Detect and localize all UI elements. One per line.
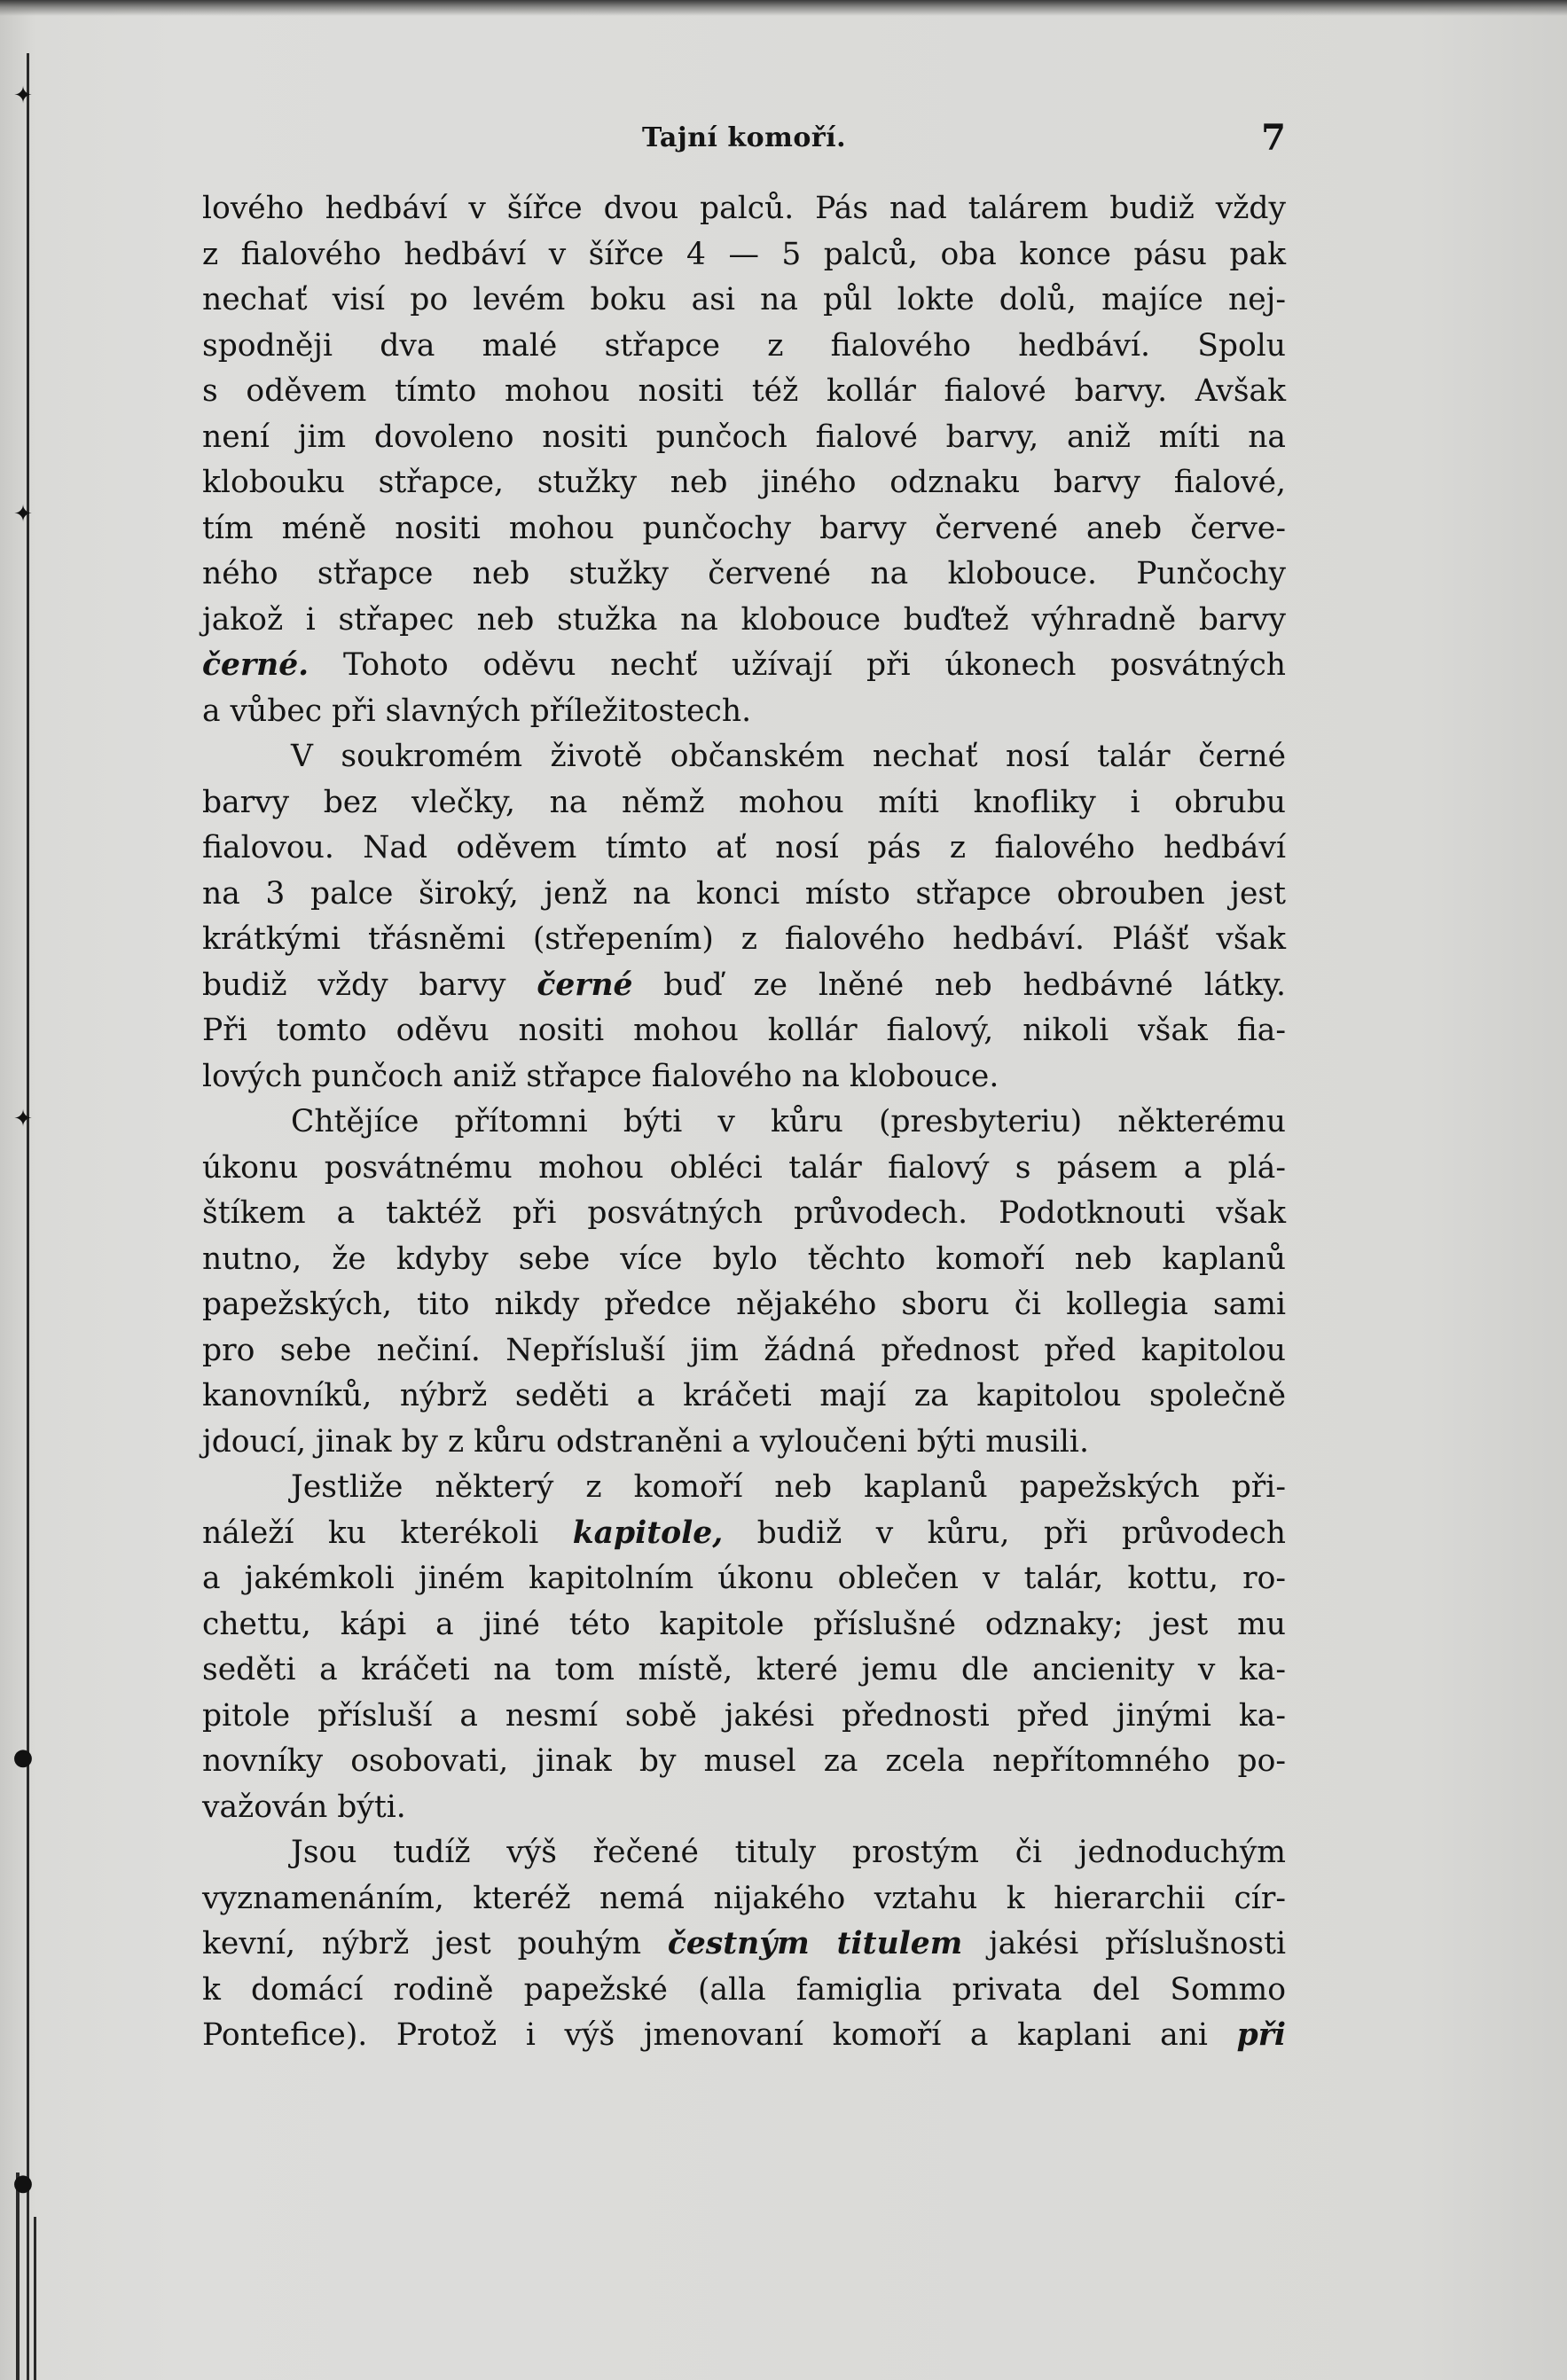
scan-top-edge (0, 0, 1567, 16)
text-line: spodněji dva malé střapce z fialového hedbáví. Spolu (202, 327, 1286, 364)
text-line: pro sebe nečiní. Nepřísluší jim žádná přednost před kapitolou (202, 1332, 1286, 1368)
text-line: a vůbec při slavných příležitostech. (202, 693, 752, 729)
binding-tack-icon: ● (12, 2170, 34, 2196)
binding-tack-icon: ✦ (13, 501, 33, 528)
text-line: Pontefice). Protož i výš jmenovaní komoří a kaplani ani při (202, 2017, 1286, 2053)
text-line: s oděvem tímto mohou nositi též kollár fialové barvy. Avšak (202, 373, 1286, 409)
binding-edge-line (16, 2173, 20, 2380)
text-line: tím méně nositi mohou punčochy barvy červené aneb červe- (202, 510, 1286, 546)
binding-tack-icon: ✦ (13, 1106, 33, 1132)
text-line: štíkem a taktéž při posvátných průvodech. Podotknouti však (202, 1195, 1286, 1231)
text-line: chettu, kápi a jiné této kapitole příslušné odznaky; jest mu (202, 1606, 1286, 1642)
emphasis: čestným titulem (667, 1926, 963, 1961)
text-line: budiž vždy barvy černé buď ze lněné neb hedbávné látky. (202, 967, 1287, 1003)
text-line: náleží ku kterékoli kapitole, budiž v kůru, při průvodech (202, 1515, 1286, 1551)
emphasis: kapitole, (572, 1515, 724, 1551)
text-line: novníky osobovati, jinak by musel za zcela nepřítomného po- (202, 1743, 1286, 1779)
text-line: nechať visí po levém boku asi na půl lokte dolů, majíce nej- (202, 282, 1286, 317)
text-line: černé. Tohoto oděvu nechť užívají při úkonech posvátných (202, 647, 1286, 683)
emphasis: při (1236, 2017, 1286, 2053)
page-header (202, 117, 1286, 167)
text-line: a jakémkoli jiném kapitolním úkonu oblečen v talár, kottu, ro- (202, 1561, 1286, 1596)
emphasis: černé (537, 967, 633, 1003)
binding-tack-icon: ● (12, 1744, 34, 1771)
binding-edge-line (34, 2217, 36, 2380)
text-line: Jestliže některý z komoří neb kaplanů papežských při- (291, 1469, 1286, 1505)
text-line: lových punčoch aniž střapce fialového na klobouce. (202, 1058, 999, 1094)
text-line: Chtějíce přítomni býti v kůru (presbyteriu) některému (291, 1104, 1286, 1139)
text-line: klobouku střapce, stužky neb jiného odznaku barvy fialové, (202, 465, 1286, 500)
text-line: barvy bez vlečky, na němž mohou míti knofliky i obrubu (202, 784, 1286, 820)
text-line: fialovou. Nad oděvem tímto ať nosí pás z fialového hedbáví (202, 830, 1286, 865)
text-line: k domácí rodině papežské (alla famiglia privata del Sommo (202, 1971, 1286, 2008)
text-line: V soukromém životě občanském nechať nosí talár černé (291, 739, 1286, 774)
text-line: nutno, že kdyby sebe více bylo těchto komoří neb kaplanů (202, 1241, 1286, 1277)
text-line: pitole přísluší a nesmí sobě jakési přednosti před jinými ka- (202, 1697, 1286, 1734)
text-line: úkonu posvátnému mohou obléci talár fialový s pásem a plá- (202, 1149, 1286, 1186)
text-line: není jim dovoleno nositi punčoch fialové barvy, aniž míti na (202, 419, 1286, 455)
running-title: Tajní komoří. (641, 122, 847, 153)
text-line: z fialového hedbáví v šířce 4 — 5 palců, oba konce pásu pak (202, 236, 1286, 272)
text-line: kevní, nýbrž jest pouhým čestným titulem jakési příslušnosti (202, 1926, 1286, 1961)
text-line: na 3 palce široký, jenž na konci místo střapce obrouben jest (202, 875, 1286, 912)
text-line: kanovníků, nýbrž seděti a kráčeti mají za kapitolou společně (202, 1378, 1286, 1413)
text-line: Jsou tudíž výš řečené tituly prostým či jednoduchým (291, 1835, 1286, 1870)
text-line: krátkými třásněmi (střepením) z fialového hedbáví. Plášť však (202, 921, 1286, 957)
text-line: ného střapce neb stužky červené na klobouce. Punčochy (202, 556, 1286, 591)
body-text (202, 186, 1286, 2059)
emphasis: černé. (202, 647, 309, 683)
text-line: važován býti. (202, 1789, 406, 1825)
page-number: 7 (1261, 117, 1286, 159)
text-line: jakož i střapec neb stužka na klobouce buďtež výhradně barvy (202, 601, 1286, 638)
binding-edge-line (27, 53, 29, 2380)
binding-tack-icon: ✦ (13, 82, 33, 109)
text-line: seděti a kráčeti na tom místě, které jemu dle ancienity v ka- (202, 1652, 1286, 1687)
text-line: jdoucí, jinak by z kůru odstraněni a vyloučeni býti musili. (202, 1423, 1089, 1460)
text-line: vyznamenáním, kteréž nemá nijakého vztahu k hierarchii cír- (202, 1880, 1286, 1916)
text-line: Při tomto oděvu nositi mohou kollár fialový, nikoli však fia- (202, 1013, 1286, 1048)
text-line: papežských, tito nikdy předce nějakého sboru či kollegia sami (202, 1287, 1286, 1322)
text-line: lového hedbáví v šířce dvou palců. Pás nad talárem budiž vždy (202, 191, 1286, 226)
